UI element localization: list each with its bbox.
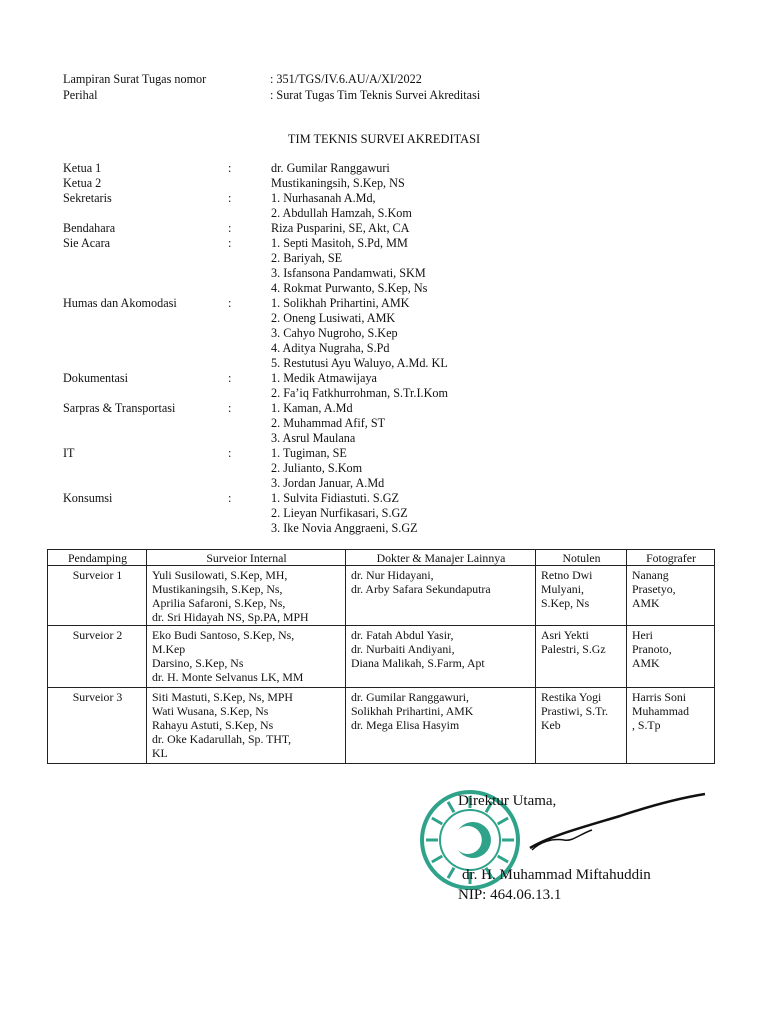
cell-line: Mustikaningsih, S.Kep, Ns, [152,582,283,596]
cell-line: Siti Mastuti, S.Kep, Ns, MPH [152,690,293,704]
table-row [48,566,715,626]
team-member: 1. Sulvita Fidiastuti. S.GZ [271,491,399,505]
signature-block [410,788,710,908]
cell-line: Pranoto, [632,642,672,656]
signatory-name: dr. H. Muhammad Miftahuddin [462,867,651,883]
team-members-sie-acara [271,236,427,296]
team-members-ketua-2 [271,176,405,191]
cell-line: AMK [632,596,660,610]
lampiran-label: Lampiran Surat Tugas nomor [63,72,207,86]
cell-line: Asri Yekti [541,628,589,642]
team-member: 1. Nurhasanah A.Md, [271,191,376,205]
cell-line: dr. Mega Elisa Hasyim [351,718,460,732]
pendamping-cell: Surveior 2 [48,626,147,688]
cell-line: Wati Wusana, S.Kep, Ns [152,704,269,718]
table-header: Notulen [536,550,627,566]
team-members-bendahara [271,221,409,236]
cell-line: Rahayu Astuti, S.Kep, Ns [152,718,274,732]
cell-line: , S.Tp [632,718,661,732]
team-role-ketua-1: Ketua 1 [63,161,102,175]
cell-line: Palestri, S.Gz [541,642,606,656]
cell-line: M.Kep [152,642,186,656]
team-members-sarpras [271,401,385,446]
team-colon: : [228,296,232,310]
signatory-nip: NIP: 464.06.13.1 [458,887,562,903]
team-member: 2. Oneng Lusiwati, AMK [271,311,396,325]
cell-line: Retno Dwi [541,568,593,582]
cell-line: KL [152,746,168,760]
perihal-value: : Surat Tugas Tim Teknis Survei Akreditasi [270,88,481,102]
team-members-dokumentasi [271,371,448,401]
table-row [48,626,715,688]
table-header: Surveior Internal [147,550,346,566]
team-role-it: IT [63,446,75,460]
team-colon: : [228,401,232,415]
team-role-sekretaris: Sekretaris [63,191,112,205]
document-title: TIM TEKNIS SURVEI AKREDITASI [287,132,481,146]
table-header: Pendamping [48,550,147,566]
team-members-konsumsi [271,491,418,536]
team-member: 2. Abdullah Hamzah, S.Kom [271,206,412,220]
team-colon: : [228,161,232,175]
team-member: 2. Fa’iq Fatkhurrohman, S.Tr.I.Kom [271,386,448,400]
cell-line: Muhammad [632,704,690,718]
team-member: dr. Gumilar Ranggawuri [271,161,390,175]
cell-line: AMK [632,656,660,670]
team-role-bendahara: Bendahara [63,221,116,235]
team-member: 3. Asrul Maulana [271,431,356,445]
surveior-internal-cell [147,566,346,626]
team-members-ketua-1 [271,161,390,176]
cell-line: dr. Nur Hidayani, [351,568,434,582]
cell-line: dr. Fatah Abdul Yasir, [351,628,454,642]
team-member: 1. Medik Atmawijaya [271,371,377,385]
pendamping-cell: Surveior 3 [48,688,147,764]
team-member: 3. Ike Novia Anggraeni, S.GZ [271,521,418,535]
signature-title: Direktur Utama, [458,793,557,809]
team-member: 1. Kaman, A.Md [271,401,353,415]
team-role-sarpras: Sarpras & Transportasi [63,401,176,415]
cell-line: dr. H. Monte Selvanus LK, MM [152,670,304,684]
lampiran-value: : 351/TGS/IV.6.AU/A/XI/2022 [270,72,422,86]
cell-line: Mulyani, [541,582,584,596]
table-row [48,688,715,764]
team-colon: : [228,446,232,460]
team-members-humas [271,296,448,371]
fotografer-cell [627,688,715,764]
team-member: 4. Rokmat Purwanto, S.Kep, Ns [271,281,428,295]
cell-line: Diana Malikah, S.Farm, Apt [351,656,485,670]
cell-line: Prastiwi, S.Tr. [541,704,609,718]
dokter-cell [346,688,536,764]
table-header-row [48,550,715,566]
cell-line: Solikhah Prihartini, AMK [351,704,474,718]
team-colon: : [228,491,232,505]
cell-line: Restika Yogi [541,690,602,704]
dokter-cell [346,566,536,626]
dokter-cell [346,626,536,688]
team-role-humas: Humas dan Akomodasi [63,296,177,310]
team-member: 3. Cahyo Nugroho, S.Kep [271,326,398,340]
team-member: 2. Lieyan Nurfikasari, S.GZ [271,506,408,520]
cell-line: Prasetyo, [632,582,676,596]
cell-line: dr. Oke Kadarullah, Sp. THT, [152,732,292,746]
team-colon: : [228,191,232,205]
team-members-sekretaris [271,191,412,221]
cell-line: Eko Budi Santoso, S.Kep, Ns, [152,628,295,642]
team-member: 1. Solikhah Prihartini, AMK [271,296,410,310]
team-colon: : [228,236,232,250]
cell-line: dr. Nurbaiti Andiyani, [351,642,455,656]
surveior-internal-cell [147,688,346,764]
surveior-internal-cell [147,626,346,688]
team-member: 1. Tugiman, SE [271,446,347,460]
surveyor-table [47,549,715,764]
cell-line: Harris Soni [632,690,687,704]
cell-line: Darsino, S.Kep, Ns [152,656,244,670]
cell-line: Heri [632,628,653,642]
cell-line: dr. Arby Safara Sekundaputra [351,582,491,596]
team-member: 4. Aditya Nugraha, S.Pd [271,341,390,355]
cell-line: dr. Gumilar Ranggawuri, [351,690,469,704]
team-member: 2. Julianto, S.Kom [271,461,363,475]
notulen-cell [536,626,627,688]
team-member: 3. Jordan Januar, A.Md [271,476,385,490]
cell-line: Aprilia Safaroni, S.Kep, Ns, [152,596,286,610]
team-colon: : [228,371,232,385]
team-member: 5. Restutusi Ayu Waluyo, A.Md. KL [271,356,448,370]
team-role-dokumentasi: Dokumentasi [63,371,128,385]
team-role-konsumsi: Konsumsi [63,491,113,505]
cell-line: dr. Sri Hidayah NS, Sp.PA, MPH [152,610,309,624]
cell-line: S.Kep, Ns [541,596,590,610]
fotografer-cell [627,566,715,626]
team-member: 3. Isfansona Pandamwati, SKM [271,266,426,280]
team-member: Mustikaningsih, S.Kep, NS [271,176,405,190]
fotografer-cell [627,626,715,688]
table-header: Fotografer [627,550,715,566]
notulen-cell [536,566,627,626]
team-member: 1. Septi Masitoh, S.Pd, MM [271,236,408,250]
team-role-ketua-2: Ketua 2 [63,176,102,190]
table-header: Dokter & Manajer Lainnya [346,550,536,566]
cell-line: Keb [541,718,561,732]
team-member: 2. Muhammad Afif, ST [271,416,386,430]
cell-line: Yuli Susilowati, S.Kep, MH, [152,568,288,582]
team-colon: : [228,221,232,235]
perihal-label: Perihal [63,88,98,102]
pendamping-cell: Surveior 1 [48,566,147,626]
team-members-it [271,446,384,491]
team-role-sie-acara: Sie Acara [63,236,111,250]
team-member: 2. Bariyah, SE [271,251,343,265]
team-member: Riza Pusparini, SE, Akt, CA [271,221,410,235]
notulen-cell [536,688,627,764]
cell-line: Nanang [632,568,669,582]
